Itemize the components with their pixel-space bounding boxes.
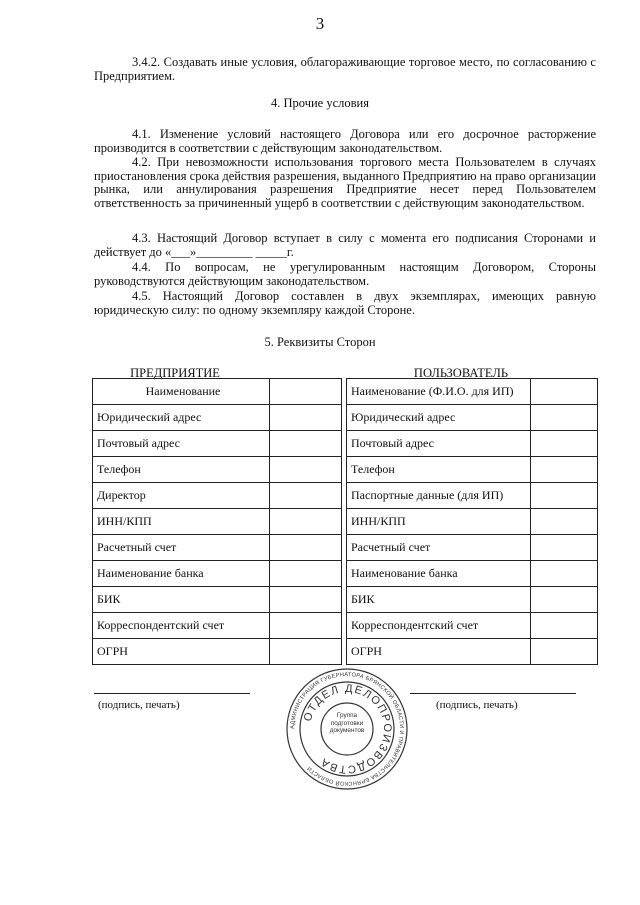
paragraph-4-2: 4.2. При невозможности использования торгового места Пользователем в случаях приостановления срока действия разрешения, выданного Предприятию на право организации рынка, или аннулирования разрешения Предприятие несет перед Пользователем ответственность за причиненный ущерб в соответствии с действующим законодательством. [94,155,596,210]
field-value [531,379,598,405]
stamp-outer-text: АДМИНИСТРАЦИЯ ГУБЕРНАТОРА БРЯНСКОЙ ОБЛАСТИ И ПРАВИТЕЛЬСТВА БРЯНСКОЙ ОБЛАСТИ [289,671,405,787]
field-label: ИНН/КПП [347,509,531,535]
user-title: ПОЛЬЗОВАТЕЛЬ [413,366,509,380]
stamp-arc-text: ОТДЕЛ ДЕЛОПРОИЗВОДСТВА [301,682,394,776]
field-label: Почтовый адрес [347,431,531,457]
user-signature-label: (подпись, печать) [436,699,518,711]
field-label: ОГРН [93,639,270,665]
field-value [270,587,342,613]
field-value [270,483,342,509]
field-label: БИК [347,587,531,613]
field-label: ИНН/КПП [93,509,270,535]
paragraph-4-1: 4.1. Изменение условий настоящего Договора или его досрочное расторжение производится в соответствии с действующим законодательством. [94,127,596,155]
field-label: БИК [93,587,270,613]
page-number: 3 [315,14,325,33]
field-value [531,431,598,457]
table-row [93,561,342,587]
table-row [93,639,342,665]
field-value [270,561,342,587]
field-value [270,613,342,639]
table-row [347,379,598,405]
table-row [347,457,598,483]
field-value [531,405,598,431]
field-value [531,509,598,535]
field-label: Расчетный счет [347,535,531,561]
enterprise-title: ПРЕДПРИЯТИЕ [130,366,220,380]
field-label: Телефон [347,457,531,483]
user-signature-line [410,693,576,694]
field-value [270,639,342,665]
paragraph-4-4: 4.4. По вопросам, не урегулированным настоящим Договором, Стороны руководствуются действующим законодательством. [94,260,596,288]
field-label: Наименование (Ф.И.О. для ИП) [347,379,531,405]
field-value [531,561,598,587]
field-label: ОГРН [347,639,531,665]
paragraph-4-3: 4.3. Настоящий Договор вступает в силу с момента его подписания Сторонами и действует до «___»_________ _____г. [94,231,596,259]
table-row [347,535,598,561]
field-value [270,509,342,535]
field-value [270,405,342,431]
table-row [93,535,342,561]
stamp-center-text: Группа подготовки документов [329,712,365,734]
field-value [531,639,598,665]
table-row [93,613,342,639]
paragraph-4-5: 4.5. Настоящий Договор составлен в двух экземплярах, имеющих равную юридическую силу: по одному экземпляру каждой Стороне. [94,289,596,317]
enterprise-signature-label: (подпись, печать) [98,699,180,711]
table-row [93,379,342,405]
table-row [93,509,342,535]
table-row [93,405,342,431]
field-label: Корреспондентский счет [347,613,531,639]
table-row [347,405,598,431]
table-row [347,561,598,587]
field-label: Наименование банка [347,561,531,587]
field-label: Телефон [93,457,270,483]
table-row [93,431,342,457]
field-label: Директор [93,483,270,509]
table-row [93,457,342,483]
field-value [531,613,598,639]
table-row [93,483,342,509]
field-value [531,535,598,561]
table-row [347,587,598,613]
table-row [347,639,598,665]
enterprise-signature-line [94,693,250,694]
paragraph-3-4-2: 3.4.2. Создавать иные условия, облагораживающие торговое место, по согласованию с Предприятием. [94,55,596,83]
table-row [93,587,342,613]
official-stamp [282,667,412,791]
field-value [270,457,342,483]
enterprise-requisites-table [92,378,342,665]
field-label: Наименование банка [93,561,270,587]
field-value [270,431,342,457]
field-value [270,535,342,561]
section-5-heading: 5. Реквизиты Сторон [264,335,376,349]
field-label: Юридический адрес [347,405,531,431]
field-label: Наименование [93,379,270,405]
section-4-heading: 4. Прочие условия [271,96,369,110]
field-label: Почтовый адрес [93,431,270,457]
table-row [347,509,598,535]
user-requisites-table [346,378,598,665]
field-label: Корреспондентский счет [93,613,270,639]
field-value [270,379,342,405]
field-value [531,587,598,613]
field-label: Расчетный счет [93,535,270,561]
field-label: Юридический адрес [93,405,270,431]
field-value [531,483,598,509]
field-label: Паспортные данные (для ИП) [347,483,531,509]
table-row [347,431,598,457]
table-row [347,613,598,639]
table-row [347,483,598,509]
field-value [531,457,598,483]
